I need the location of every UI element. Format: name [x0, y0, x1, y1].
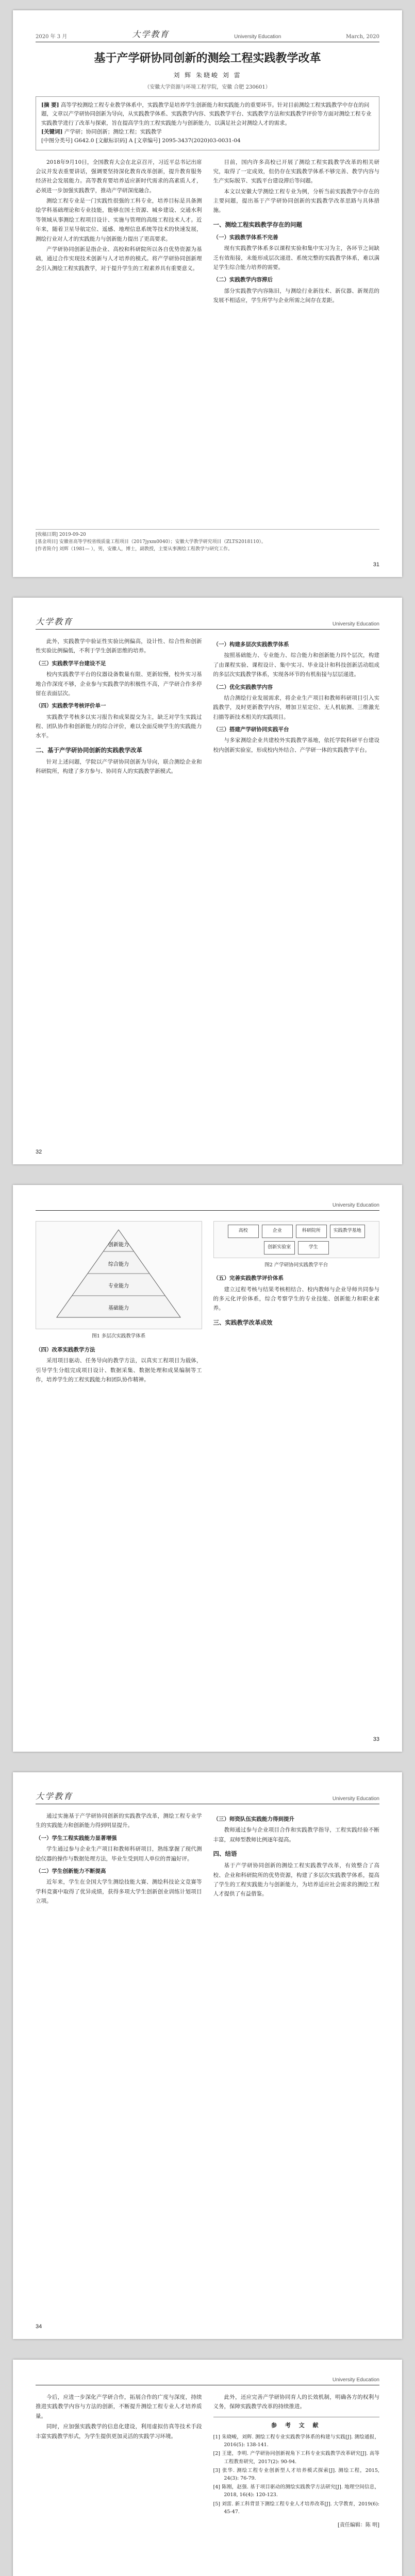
running-head-left: 2020 年 3 月	[36, 34, 68, 40]
pyramid-level: 创新能力	[108, 1242, 129, 1248]
paragraph: 与多家测绘企业共建校外实践教学基地，依托学院科研平台建设校内创新实验室，形成校内外结合、产学研一体的实践教学平台。	[213, 737, 379, 753]
paragraph: 测绘工程专业是一门实践性很强的工科专业，培养目标是具备测绘学科基础理论和专业技能，能够在国土资源、城乡建设、交通水利等领域从事测绘工程项目设计、实施与管理的高级工程技术人才。近年来，随着卫星导航定位、遥感、地理信息系统等技术的快速发展，测绘行业对人才的实践能力与创新能力提出了更高要求。	[36, 198, 202, 242]
diagram-box: 创新实验室	[264, 1241, 295, 1255]
paragraph: 近年来，学生在全国大学生测绘技能大赛、测绘科技论文竞赛等学科竞赛中取得了优异成绩，获得多项大学生创新创业训练计划项目立项。	[36, 1879, 202, 1904]
reference-item: [5] 刘雷. 新工科背景下测绘工程专业人才培养改革[J]. 大学教育，2019(6): 45-47.	[213, 2501, 379, 2515]
paragraph: 2018年9月10日，全国教育大会在北京召开，习近平总书记出席会议并发表重要讲话，强调要坚持深化教育改革创新，提升教育服务经济社会发展能力。高等教育要培养适应新时代需求的高素质人才，必须进一步加强实践教学，推动产学研深度融合。	[36, 159, 202, 194]
footnote: [收稿日期] 2019-09-20 [基金项目] 安徽省高等学校省级质量工程项目（2017jyxm0040）；安徽大学教学研究项目（ZLTS2018110）。 [作者简介] 刘辉（1981— ），男，安徽人，博士，副教授，主要从事测绘工程教学与研究工作。	[36, 529, 379, 553]
authors: 刘 辉 朱晓峻 刘 雷	[173, 72, 242, 79]
paragraph: 针对上述问题，学院以产学研协同创新为导向，联合测绘企业和科研院所，构建了多方参与、协同育人的实践教学新模式。	[36, 758, 202, 775]
page-5	[13, 2360, 402, 2576]
references	[213, 2417, 380, 2516]
page-number: 33	[373, 1736, 379, 1742]
page-3-column-right	[213, 1218, 380, 1386]
section-heading: 四、结语	[213, 1850, 237, 1858]
paragraph: 实践教学考核多以实习报告和成果提交为主，缺乏对学生实践过程、团队协作和创新能力的综合评价，难以全面反映学生的实践能力水平。	[36, 714, 202, 739]
page-number: 34	[36, 2324, 42, 2330]
journal-logo: 大学教育	[132, 29, 170, 39]
keywords-label: [关键词]	[41, 128, 63, 135]
page-2-column-left	[36, 637, 202, 777]
running-head-right: March, 2020	[346, 34, 379, 40]
subsection-heading: （三）实践教学平台建设不足	[36, 660, 106, 667]
abstract-box	[36, 96, 379, 150]
page-3-column-left	[36, 1218, 202, 1386]
paragraph: 校内实践教学平台的仪器设备数量有限、更新较慢，校外实习基地合作深度不够，企业参与实践教学的积极性不高，产学研合作多停留在表面层次。	[36, 671, 202, 697]
paragraph: 此外，还应完善产学研协同育人的长效机制，明确各方的权利与义务，保障实践教学改革的持续推进。	[213, 2394, 379, 2410]
paragraph: 通过实施基于产学研协同创新的实践教学改革，测绘工程专业学生的实践能力和创新能力得到明显提升。	[36, 1813, 202, 1829]
section-heading: 三、实践教学改革成效	[213, 1318, 273, 1326]
paragraph: 教师通过参与企业项目合作和实践教学指导，工程实践经验不断丰富，双师型教师比例逐年提高。	[213, 1827, 379, 1843]
journal-logo: 大学教育	[36, 617, 73, 626]
running-head-center: University Education	[332, 621, 379, 627]
diagram-box: 科研院所	[296, 1225, 327, 1238]
pyramid-level: 基础能力	[108, 1306, 129, 1311]
paragraph: 采用项目驱动、任务导向的教学方法，以真实工程项目为载体，引导学生分组完成项目设计、数据采集、数据处理和成果编制等工作，培养学生的工程实践能力和团队协作精神。	[36, 1358, 202, 1383]
subsection-heading: （三）师资队伍实践能力得到提升	[213, 1816, 294, 1822]
running-head-center: University Education	[332, 2377, 379, 2383]
references-heading: 参 考 文 献	[271, 2421, 322, 2429]
paragraph: 本文以安徽大学测绘工程专业为例，分析当前实践教学中存在的主要问题，提出基于产学研协同创新的实践教学改革思路与具体措施。	[213, 188, 379, 214]
subsection-heading: （一）构建多层次实践教学体系	[213, 641, 289, 648]
pyramid-level: 专业能力	[108, 1283, 129, 1289]
subsection-heading: （二）优化实践教学内容	[213, 684, 273, 690]
paragraph: 结合测绘行业发展需求，将企业生产项目和教师科研项目引入实践教学，及时更新教学内容，增加卫星定位、无人机航测、三维激光扫描等新技术相关的实践项目。	[213, 694, 379, 720]
running-head	[36, 28, 379, 42]
journal-logo: 大学教育	[36, 1791, 73, 1801]
paragraph: 部分实践教学内容陈旧，与测绘行业新技术、新仪器、新规范的发展不相适应，学生所学与企业所需之间存在差距。	[213, 287, 379, 304]
page-4-column-left	[36, 1811, 202, 1907]
page-4-column-right	[213, 1811, 380, 1907]
paragraph: 建立过程考核与结果考核相结合、校内教师与企业导师共同参与的多元化评价体系，综合考察学生的专业技能、创新能力和职业素养。	[213, 1286, 379, 1312]
keywords-text: 产学研；协同创新；测绘工程；实践教学	[64, 128, 162, 135]
running-head	[36, 615, 379, 630]
subsection-heading: （三）搭建产学研协同实践平台	[213, 726, 289, 733]
page-1-column-right	[213, 158, 380, 307]
running-head-center: University Education	[332, 1202, 379, 1208]
running-head-center: University Education	[234, 34, 281, 40]
subsection-heading: （四）实践教学考核评价单一	[36, 703, 106, 709]
page-2-column-right	[213, 637, 380, 777]
diagram-box: 企业	[262, 1225, 293, 1238]
figure-2-caption: 图2 产学研协同实践教学平台	[264, 1262, 328, 1268]
reference-item: [2] 王建，李明. 产学研协同创新视角下工科专业实践教学改革研究[J]. 高等工程教育研究，2017(2): 90-94.	[213, 2451, 379, 2465]
section-heading: 一、测绘工程实践教学存在的问题	[213, 221, 302, 228]
subsection-heading: （二）学生创新能力不断提高	[36, 1868, 106, 1874]
responsible-editor: [责任编辑：陈 明]	[338, 2522, 379, 2528]
running-head	[36, 1790, 379, 1804]
page-1-column-left	[36, 158, 202, 307]
figure-1-pyramid	[36, 1221, 202, 1329]
subsection-heading: （四）改革实践教学方法	[36, 1347, 95, 1353]
paragraph: 学生通过参与企业生产项目和教师科研项目，熟练掌握了现代测绘仪器的操作与数据处理方法，毕业生受到用人单位的普遍好评。	[36, 1846, 202, 1862]
diagram-box: 实践教学基地	[330, 1225, 365, 1238]
page-number: 31	[373, 562, 379, 568]
affiliation: （安徽大学资源与环境工程学院，安徽 合肥 230601）	[144, 84, 271, 90]
diagram-box: 高校	[228, 1225, 259, 1238]
pyramid-level: 综合能力	[108, 1262, 129, 1267]
running-head-center: University Education	[332, 1796, 379, 1802]
page-4	[13, 1772, 402, 2339]
subsection-heading: （二）实践教学内容滞后	[213, 277, 273, 283]
classification: [中图分类号] G642.0 [文献标识码] A [文章编号] 2095-3437(2020)03-0031-04	[41, 138, 241, 144]
reference-item: [4] 陈刚，赵强. 基于项目驱动的测绘实践教学方法研究[J]. 地理空间信息，2018, 16(4): 120-123.	[213, 2484, 379, 2498]
paragraph: 现有实践教学体系多以课程实验和集中实习为主，各环节之间缺乏有效衔接，未能形成层次递进、系统完整的实践教学体系，难以满足学生综合能力培养的需要。	[213, 245, 379, 271]
paragraph: 按照基础能力、专业能力、综合能力和创新能力四个层次，构建了由课程实验、课程设计、集中实习、毕业设计和科技创新活动组成的多层次实践教学体系，实现各环节的有机衔接与层层递进。	[213, 652, 379, 678]
running-head	[36, 2377, 379, 2385]
running-head	[36, 1202, 379, 1211]
paragraph: 同时，应加强实践教学的信息化建设，利用虚拟仿真等技术手段丰富实践教学形式，为学生提供更加灵活的实践学习环境。	[36, 2424, 202, 2439]
reference-item: [3] 张华. 测绘工程专业创新型人才培养模式探索[J]. 测绘工程，2015, 24(3): 76-79.	[213, 2467, 379, 2481]
paragraph: 产学研协同创新是指企业、高校和科研院所以各自优势资源为基础，通过合作实现技术创新与人才培养的模式。将产学研协同创新理念引入测绘工程实践教学，对于提升学生的工程素养具有重要意义。	[36, 246, 202, 272]
page-1	[13, 10, 402, 577]
figure-1-caption: 图1 多层次实践教学体系	[92, 1333, 146, 1340]
subsection-heading: （一）学生工程实践能力显著增强	[36, 1835, 117, 1841]
paragraph: 目前，国内许多高校已开展了测绘工程实践教学改革的相关研究，取得了一定成效，但仍存在实践教学体系不够完善、教学内容与生产实际脱节、实践平台建设滞后等问题。	[213, 159, 379, 184]
figure-2-platform	[213, 1221, 380, 1258]
abstract-label: [摘 要]	[41, 102, 59, 108]
paragraph: 今后，应进一步深化产学研合作，拓展合作的广度与深度，持续推进实践教学内容与方法的创新，不断提升测绘工程专业人才培养质量。	[36, 2394, 202, 2419]
subsection-heading: （一）实践教学体系不完善	[213, 234, 278, 241]
pyramid-diagram	[41, 1225, 196, 1323]
paragraph: 此外，实践教学中验证性实验比例偏高，设计性、综合性和创新性实验比例偏低，不利于学生创新思维的培养。	[36, 638, 202, 654]
reference-item: [1] 朱晓峻，刘辉. 测绘工程专业实践教学体系的构建与实践[J]. 测绘通报，2016(5): 138-141.	[213, 2434, 379, 2448]
page-5-column-right	[213, 2393, 380, 2530]
page-2	[13, 598, 402, 1164]
section-heading: 二、基于产学研协同创新的实践教学改革	[36, 746, 142, 754]
page-5-column-left	[36, 2393, 202, 2530]
page-number: 32	[36, 1149, 42, 1155]
paragraph: 基于产学研协同创新的测绘工程实践教学改革，有效整合了高校、企业和科研院所的优势资源，构建了多层次实践教学体系，提高了学生的工程实践能力与创新能力，为培养适应社会需求的测绘工程人才提供了有益借鉴。	[213, 1862, 379, 1897]
subsection-heading: （五）完善实践教学评价体系	[213, 1275, 284, 1282]
paper-title: 基于产学研协同创新的测绘工程实践教学改革	[94, 52, 321, 65]
page-3	[13, 1185, 402, 1752]
diagram-box: 学生	[298, 1241, 329, 1255]
abstract-text: 高等学校测绘工程专业教学体系中，实践教学是培养学生创新能力和实践能力的重要环节。针对目前测绘工程实践教学中存在的问题，文章以产学研协同创新为导向，从实践教学体系、实践教学内容、实践教学平台、实践教学方法和实践教学评价等方面对测绘工程专业实践教学进行了改革与探索，旨在提高学生的工程实践能力与创新能力，以满足社会对测绘人才的需求。	[41, 102, 372, 126]
